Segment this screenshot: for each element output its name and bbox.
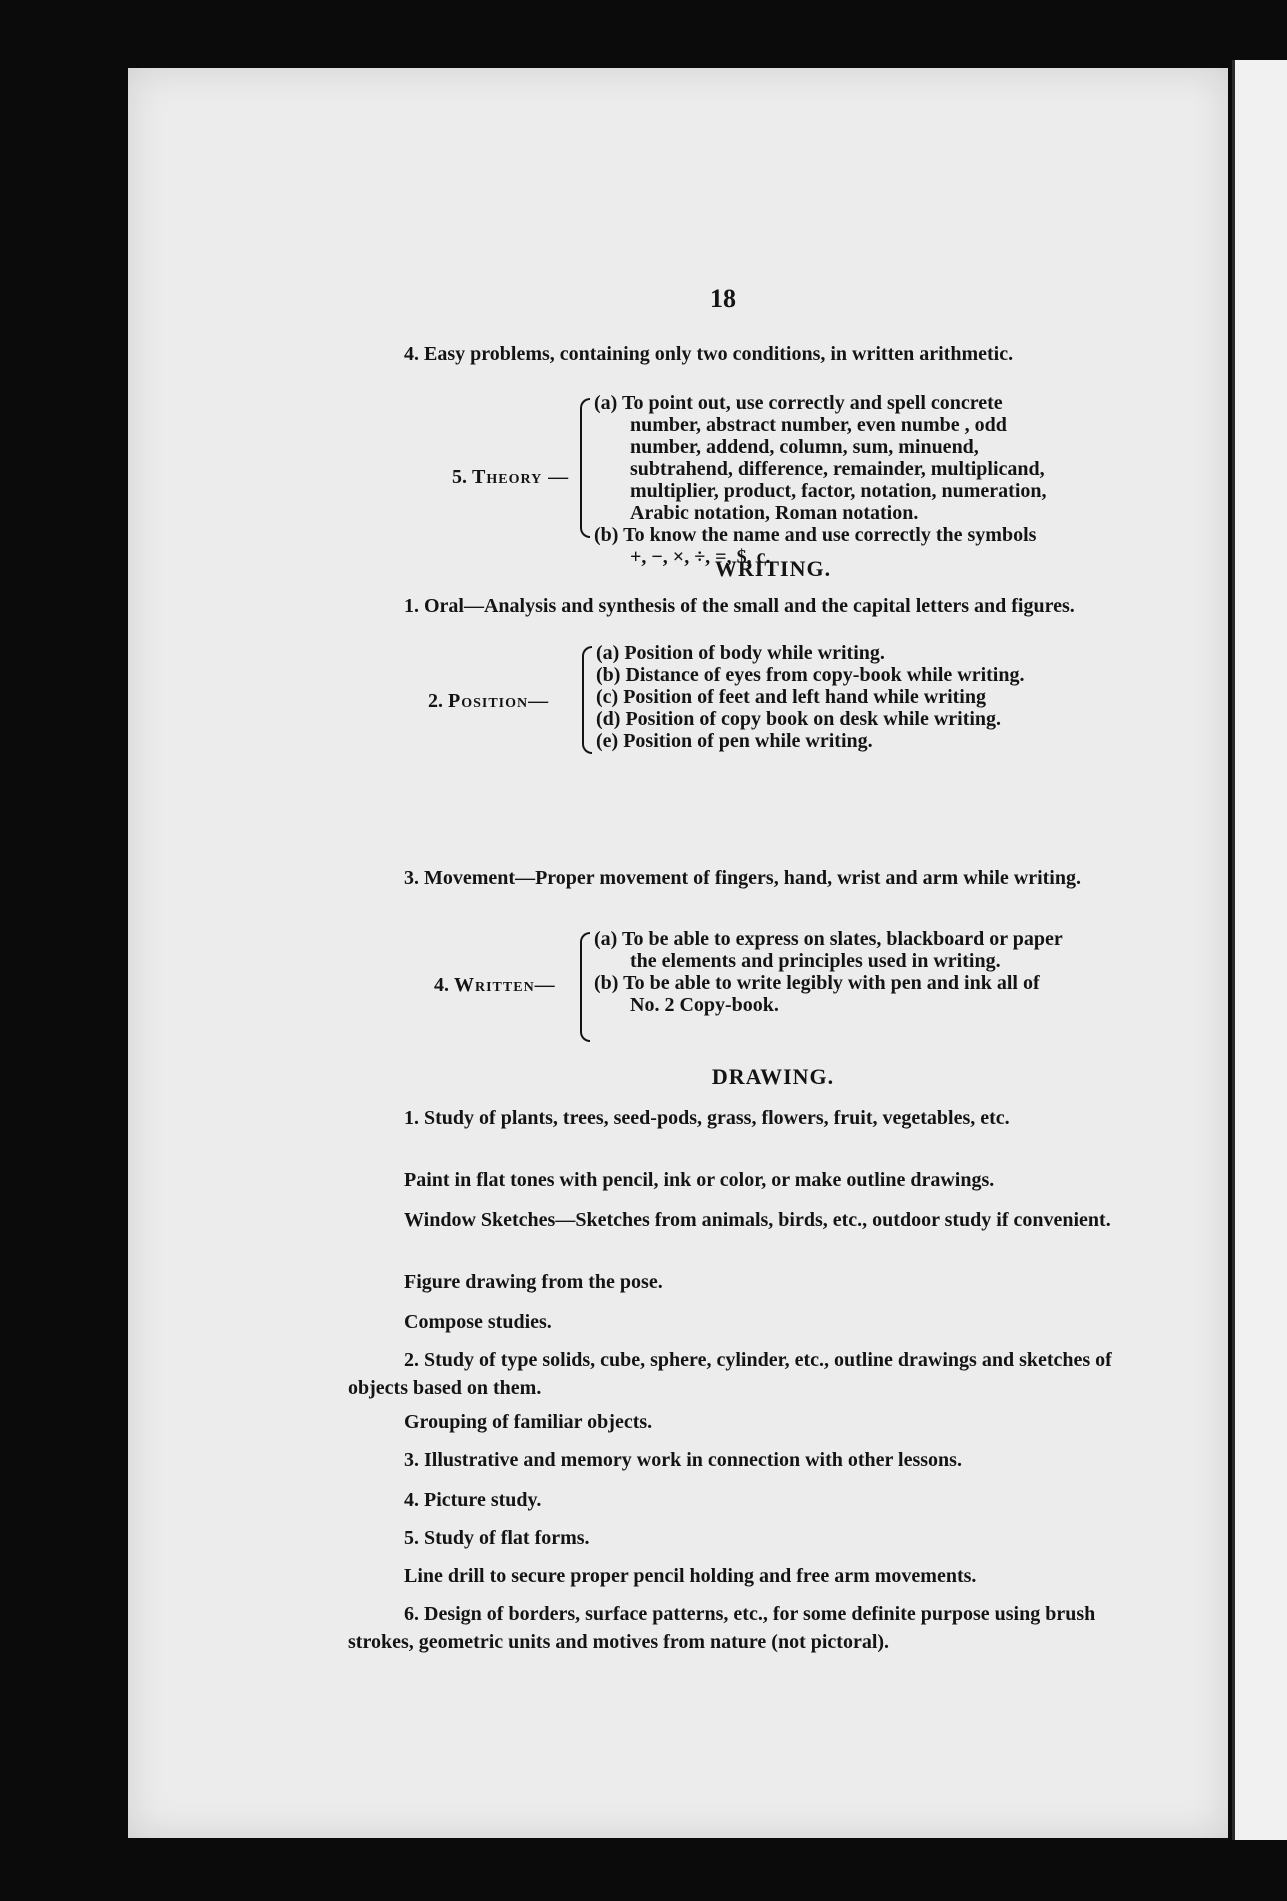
drawing-line: 6. Design of borders, surface patterns, etc., for some definite purpose using brush strokes, geometric units and motives from nature (not pictoral).	[348, 1603, 1096, 1653]
written-item: (b) To be able to write legibly with pen and ink all of No. 2 Copy-book.	[594, 972, 1040, 1016]
written-group	[348, 928, 1168, 1042]
theory-group	[348, 392, 1168, 568]
position-item: (b) Distance of eyes from copy-book while writing.	[596, 664, 1025, 686]
theory-number: 5.	[452, 466, 467, 488]
drawing-line: 4. Picture study.	[404, 1489, 542, 1511]
position-brace	[582, 646, 592, 754]
position-item: (c) Position of feet and left hand while writing	[596, 686, 986, 708]
written-label	[434, 974, 556, 997]
writing-oral: 1. Oral—Analysis and synthesis of the small and the capital letters and figures.	[404, 595, 1075, 617]
position-label	[428, 690, 549, 713]
written-brace	[580, 932, 590, 1042]
position-item: (e) Position of pen while writing.	[596, 730, 873, 752]
written-number: 4.	[434, 974, 449, 996]
adjacent-page-edge	[1232, 60, 1287, 1840]
position-item: (d) Position of copy book on desk while writing.	[596, 708, 1002, 730]
drawing-line: Window Sketches—Sketches from animals, birds, etc., outdoor study if convenient.	[404, 1209, 1111, 1231]
theory-items	[594, 392, 1054, 568]
drawing-line: Line drill to secure proper pencil holding and free arm movements.	[404, 1565, 977, 1587]
drawing-line: Figure drawing from the pose.	[404, 1271, 663, 1293]
book-page	[128, 68, 1228, 1838]
position-title: Position—	[448, 690, 550, 712]
position-group	[348, 642, 1168, 766]
drawing-line: 2. Study of type solids, cube, sphere, cylinder, etc., outline drawings and sketches of objects based on them.	[348, 1349, 1112, 1399]
drawing-line: 3. Illustrative and memory work in connection with other lessons.	[404, 1449, 962, 1471]
drawing-heading: DRAWING.	[711, 1064, 835, 1089]
drawing-line: Paint in flat tones with pencil, ink or color, or make outline drawings.	[404, 1169, 995, 1191]
theory-label	[452, 466, 569, 489]
drawing-line: 1. Study of plants, trees, seed-pods, grass, flowers, fruit, vegetables, etc.	[404, 1107, 1010, 1129]
written-title: Written—	[454, 974, 556, 996]
theory-brace	[580, 398, 590, 538]
writing-movement: 3. Movement—Proper movement of fingers, hand, wrist and arm while writing.	[404, 867, 1081, 889]
arithmetic-item-4: 4. Easy problems, containing only two conditions, in written arithmetic.	[404, 343, 1014, 365]
theory-item-b: (b) To know the name and use correctly the symbols +, −, ×, ÷, =, $, c.	[594, 524, 1037, 568]
position-items	[596, 642, 1076, 752]
written-items	[594, 928, 1064, 1016]
theory-item-a: (a) To point out, use correctly and spell concrete number, abstract number, even numbe , odd number, addend, column, sum, minuend, subtrahend, difference, remainder, multiplicand, multiplier, product, factor, notation, numeration, Arabic notation, Roman notation.	[594, 392, 1047, 524]
theory-title: Theory —	[472, 466, 570, 488]
written-item: (a) To be able to express on slates, blackboard or paper the elements and principles used in writing.	[594, 928, 1063, 972]
drawing-line: Grouping of familiar objects.	[404, 1411, 653, 1433]
position-item: (a) Position of body while writing.	[596, 642, 885, 664]
page-number: 18	[710, 284, 736, 313]
drawing-line: Compose studies.	[404, 1311, 552, 1333]
drawing-line: 5. Study of flat forms.	[404, 1527, 590, 1549]
writing-heading: WRITING.	[714, 556, 832, 581]
position-number: 2.	[428, 690, 443, 712]
